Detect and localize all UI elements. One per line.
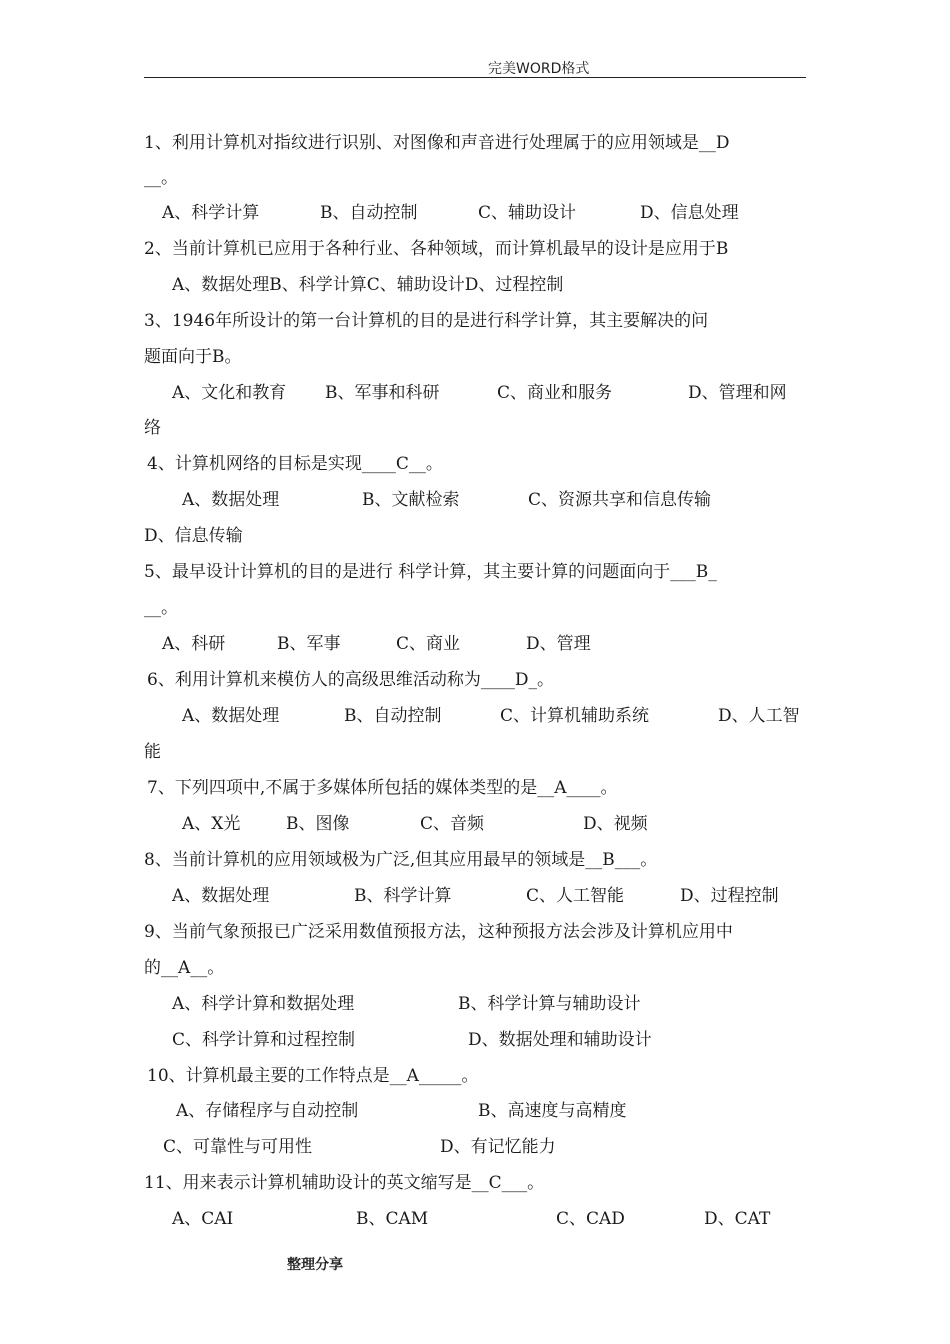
question-5-text-cont: __。 [144,598,178,618]
page-header [0,58,950,78]
q11-option-b: B、CAM [356,1209,429,1229]
question-10-text: 10、计算机最主要的工作特点是__A_____。 [147,1066,479,1086]
q1-option-a: A、科学计算 [162,203,260,223]
header-title: 完美WORD格式 [488,61,590,77]
q10-option-c: C、可靠性与可用性 [163,1137,313,1157]
q6-option-b: B、自动控制 [344,706,442,726]
q3-option-d: D、管理和网 [688,383,787,403]
q3-option-b: B、军事和科研 [325,383,440,403]
question-4-text: 4、计算机网络的目标是实现____C__。 [147,454,443,474]
q10-option-d: D、有记忆能力 [440,1137,556,1157]
q7-option-c: C、音频 [420,814,485,834]
q4-option-b: B、文献检索 [362,490,460,510]
question-1-text-cont: __。 [144,168,178,188]
q2-options: A、数据处理B、科学计算C、辅助设计D、过程控制 [172,275,564,295]
q7-option-b: B、图像 [286,814,350,834]
q4-option-c: C、资源共享和信息传输 [528,490,712,510]
q4-option-d: D、信息传输 [144,526,243,546]
q9-option-c: C、科学计算和过程控制 [172,1030,356,1050]
q4-option-a: A、数据处理 [182,490,280,510]
question-9-text-cont: 的__A__。 [144,958,225,978]
q11-option-c: C、CAD [556,1209,625,1229]
q8-option-d: D、过程控制 [680,886,779,906]
q5-option-d: D、管理 [526,634,591,654]
q5-option-a: A、科研 [162,634,226,654]
q6-option-d-cont: 能 [144,742,161,762]
question-3-text: 3、1946年所设计的第一台计算机的目的是进行科学计算，其主要解决的问 [144,311,709,331]
q1-option-d: D、信息处理 [640,203,739,223]
q9-option-b: B、科学计算与辅助设计 [458,994,641,1014]
q6-option-a: A、数据处理 [182,706,280,726]
q6-option-d: D、人工智 [718,706,800,726]
q3-option-d-cont: 络 [144,418,161,438]
question-8-text: 8、当前计算机的应用领域极为广泛,但其应用最早的领域是__B___。 [144,850,658,870]
question-11-text: 11、用来表示计算机辅助设计的英文缩写是__C___。 [144,1173,545,1193]
q3-option-a: A、文化和教育 [172,383,287,403]
question-6-text: 6、利用计算机来模仿人的高级思维活动称为____D_。 [147,670,554,690]
question-2-text: 2、当前计算机已应用于各种行业、各种领域，而计算机最早的设计是应用于B [144,239,729,259]
q11-option-a: A、CAI [172,1209,234,1229]
question-5-text: 5、最早设计计算机的目的是进行 科学计算，其主要计算的问题面向于___B_ [144,562,717,582]
question-1-text: 1、利用计算机对指纹进行识别、对图像和声音进行处理属于的应用领域是__D [144,133,730,153]
q10-option-b: B、高速度与高精度 [478,1101,627,1121]
q9-option-a: A、科学计算和数据处理 [172,994,355,1014]
q11-option-d: D、CAT [704,1209,771,1229]
page-footer: 整理分享 [287,1257,343,1273]
question-9-text: 9、当前气象预报已广泛采用数值预报方法，这种预报方法会涉及计算机应用中 [144,922,733,942]
q3-option-c: C、商业和服务 [497,383,613,403]
q10-option-a: A、存储程序与自动控制 [176,1101,359,1121]
q7-option-a: A、X光 [182,814,241,834]
q7-option-d: D、视频 [583,814,648,834]
header-rule [144,77,806,78]
q8-option-c: C、人工智能 [526,886,625,906]
q6-option-c: C、计算机辅助系统 [500,706,650,726]
q8-option-b: B、科学计算 [354,886,452,906]
q1-option-b: B、自动控制 [320,203,418,223]
q9-option-d: D、数据处理和辅助设计 [468,1030,652,1050]
q1-option-c: C、辅助设计 [478,203,577,223]
q8-option-a: A、数据处理 [172,886,270,906]
question-7-text: 7、下列四项中,不属于多媒体所包括的媒体类型的是__A____。 [147,778,618,798]
q5-option-c: C、商业 [396,634,461,654]
question-3-text-cont: 题面向于B。 [144,347,242,367]
q5-option-b: B、军事 [277,634,341,654]
